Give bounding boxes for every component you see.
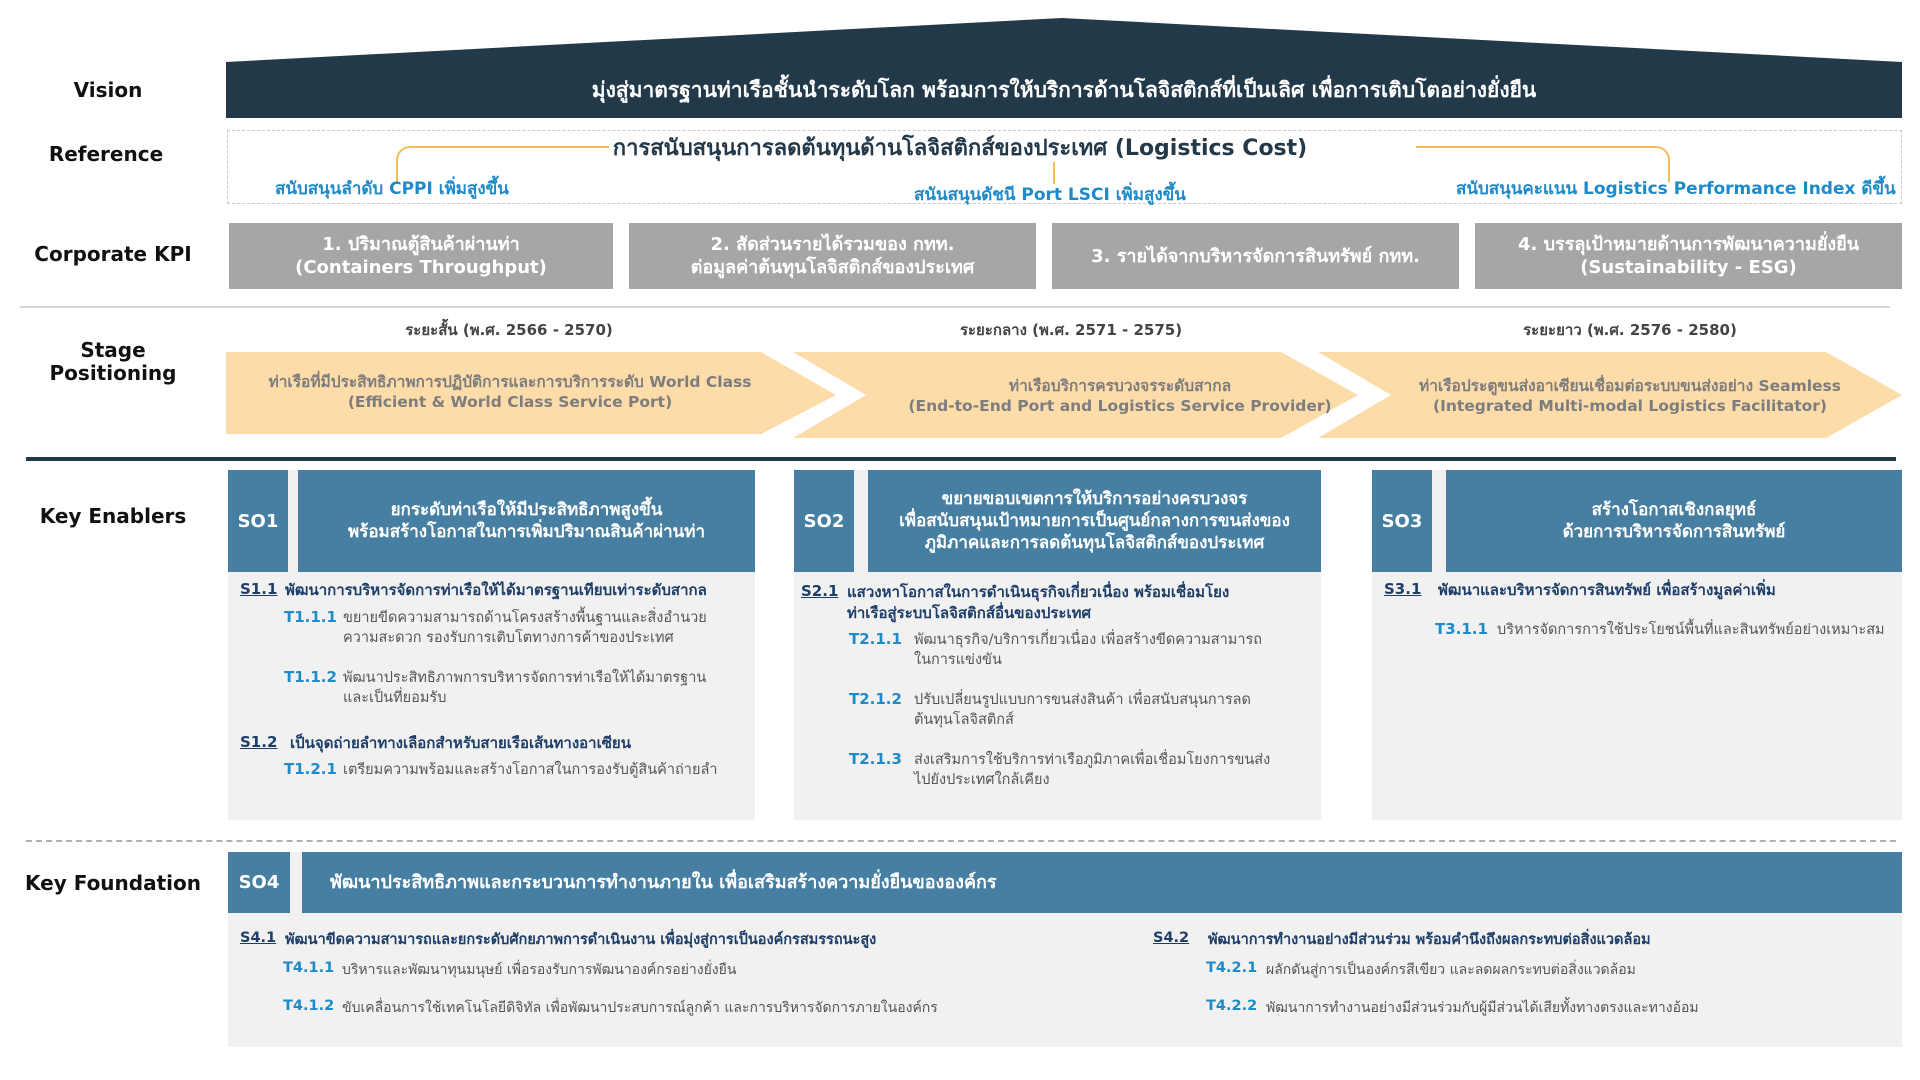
- so2-title: [868, 470, 1321, 572]
- s3-1-text: พัฒนาและบริหารจัดการสินทรัพย์ เพื่อสร้างมูลค่าเพิ่ม: [1438, 581, 1776, 599]
- t4-1-2-code: T4.1.2: [283, 998, 335, 1014]
- s4-1-code[interactable]: S4.1: [240, 930, 277, 946]
- reference-cppi: สนับสนุนลำดับ CPPI เพิ่มสูงขึ้น: [275, 179, 509, 199]
- kpi-4-line2: (Sustainability - ESG): [1580, 257, 1797, 278]
- stage-2-text: [860, 376, 1380, 416]
- t1-2-1-code: T1.2.1: [284, 760, 337, 778]
- stage-3-text: [1390, 376, 1870, 416]
- t2-1-2-line2: ต้นทุนโลจิสติกส์: [914, 712, 1014, 728]
- t2-1-1-line1: พัฒนาธุรกิจ/บริการเกี่ยวเนื่อง เพื่อสร้างขีดความสามารถ: [914, 632, 1263, 648]
- kpi-card-4: [1475, 223, 1902, 289]
- t2-1-3-line2: ไปยังประเทศใกล้เคียง: [914, 772, 1050, 788]
- label-key-foundation: Key Foundation: [25, 871, 201, 895]
- stage-1-period: ระยะสั้น (พ.ศ. 2566 - 2570): [405, 321, 613, 339]
- kpi-3-line1: 3. รายได้จากบริหารจัดการสินทรัพย์ กทท.: [1091, 245, 1420, 267]
- kpi-card-2: [629, 223, 1036, 289]
- so3-title-line1: สร้างโอกาสเชิงกลยุทธ์: [1591, 500, 1757, 520]
- so2-title-line2: เพื่อสนับสนุนเป้าหมายการเป็นศูนย์กลางการขนส่งของ: [899, 511, 1290, 531]
- stage-2-line1: ท่าเรือบริการครบวงจรระดับสากล: [1008, 377, 1232, 395]
- s2-1-text: [847, 582, 1229, 624]
- kpi-2-line2: ต่อมูลค่าต้นทุนโลจิสติกส์ของประเทศ: [690, 257, 975, 278]
- so1-title-line1: ยกระดับท่าเรือให้มีประสิทธิภาพสูงขึ้น: [390, 500, 663, 520]
- stage-1-line1: ท่าเรือที่มีประสิทธิภาพการปฏิบัติการและการบริการระดับ World Class: [268, 373, 752, 391]
- so1-title: [298, 470, 755, 572]
- t4-1-1-text: บริหารและพัฒนาทุนมนุษย์ เพื่อรองรับการพัฒนาองค์กรอย่างยั่งยืน: [342, 962, 737, 978]
- t2-1-2-line1: ปรับเปลี่ยนรูปแบบการขนส่งสินค้า เพื่อสนับสนุนการลด: [914, 692, 1251, 708]
- t1-2-1-text: เตรียมความพร้อมและสร้างโอกาสในการองรับตู้สินค้าถ่ายลำ: [343, 762, 718, 778]
- s1-2-text: เป็นจุดถ่ายลำทางเลือกสำหรับสายเรือเส้นทางอาเซียน: [290, 734, 631, 752]
- s4-2-text: พัฒนาการทำงานอย่างมีส่วนร่วม พร้อมคำนึงถึงผลกระทบต่อสิ่งแวดล้อม: [1208, 932, 1651, 948]
- reference-lpi: สนับสนุนคะแนน Logistics Performance Index ดีขึ้น: [1456, 179, 1896, 199]
- t3-1-1-code: T3.1.1: [1435, 620, 1488, 638]
- t1-1-2-line1: พัฒนาประสิทธิภาพการบริหารจัดการท่าเรือให้ได้มาตรฐาน: [343, 670, 707, 686]
- so1-code: SO1: [228, 470, 288, 572]
- s2-1-code[interactable]: S2.1: [801, 582, 839, 600]
- s2-1-line1: แสวงหาโอกาสในการดำเนินธุรกิจเกี่ยวเนื่อง พร้อมเชื่อมโยง: [847, 583, 1230, 601]
- stage-3-period: ระยะยาว (พ.ศ. 2576 - 2580): [1523, 321, 1737, 339]
- s1-1-code[interactable]: S1.1: [240, 580, 278, 598]
- stage-1-line2: (Efficient & World Class Service Port): [347, 393, 673, 411]
- t1-1-1-text: [343, 608, 707, 648]
- t4-1-2-text: ขับเคลื่อนการใช้เทคโนโลยีดิจิทัล เพื่อพัฒนาประสบการณ์ลูกค้า และการบริหารจัดการภายในองค์กร: [342, 1000, 938, 1016]
- s2-1-line2: ท่าเรือสู่ระบบโลจิสติกส์อื่นของประเทศ: [847, 604, 1092, 622]
- t3-1-1-text: บริหารจัดการการใช้ประโยชน์พื้นที่และสินทรัพย์อย่างเหมาะสม: [1497, 622, 1885, 638]
- label-vision: Vision: [73, 78, 143, 102]
- divider-foundation: [26, 840, 1896, 842]
- label-key-enablers: Key Enablers: [39, 504, 187, 528]
- t1-1-2-text: [343, 668, 706, 708]
- vision-text: มุ่งสู่มาตรฐานท่าเรือชั้นนำระดับโลก พร้อมการให้บริการด้านโลจิสติกส์ที่เป็นเลิศ เพื่อการเติบโตอย่างยั่งยืน: [591, 77, 1537, 102]
- so4-code: SO4: [228, 852, 290, 913]
- label-reference: Reference: [48, 142, 164, 166]
- label-corporate-kpi: Corporate KPI: [34, 242, 192, 266]
- s3-1-code[interactable]: S3.1: [1384, 580, 1422, 598]
- so1-title-line2: พร้อมสร้างโอกาสในการเพิ่มปริมาณสินค้าผ่านท่า: [347, 522, 706, 542]
- t2-1-2-code: T2.1.2: [849, 690, 902, 708]
- so2-title-line3: ภูมิภาคและการลดต้นทุนโลจิสติกส์ของประเทศ: [924, 533, 1265, 553]
- stage-2-period: ระยะกลาง (พ.ศ. 2571 - 2575): [959, 321, 1183, 339]
- t4-2-2-code: T4.2.2: [1206, 998, 1258, 1014]
- s4-2-code[interactable]: S4.2: [1153, 930, 1190, 946]
- s4-1-text: พัฒนาขีดความสามารถและยกระดับศักยภาพการดำเนินงาน เพื่อมุ่งสู่การเป็นองค์กรสมรรถนะสูง: [285, 932, 877, 948]
- label-stage: Stage: [80, 338, 146, 362]
- t2-1-1-code: T2.1.1: [849, 630, 902, 648]
- t2-1-3-code: T2.1.3: [849, 750, 902, 768]
- reference-title-text: การสนับสนุนการลดต้นทุนด้านโลจิสติกส์ของประเทศ (Logistics Cost): [609, 136, 1311, 161]
- t2-1-3-text: [914, 750, 1270, 790]
- so3-code: SO3: [1372, 470, 1432, 572]
- reference-title: [0, 130, 1920, 165]
- t1-1-1-line2: ความสะดวก รองรับการเติบโตทางการค้าของประเทศ: [343, 630, 674, 646]
- t4-2-1-code: T4.2.1: [1206, 960, 1258, 976]
- s1-2-code[interactable]: S1.2: [240, 733, 278, 751]
- stage-1-text: [240, 372, 780, 412]
- kpi-card-1: [229, 223, 613, 289]
- t2-1-1-line2: ในการแข่งขัน: [914, 652, 1002, 668]
- kpi-1-line2: (Containers Throughput): [295, 257, 547, 278]
- t1-1-2-line2: และเป็นที่ยอมรับ: [343, 690, 447, 706]
- t2-1-3-line1: ส่งเสริมการใช้บริการท่าเรือภูมิภาคเพื่อเชื่อมโยงการขนส่ง: [914, 752, 1271, 768]
- so3-title: [1446, 470, 1902, 572]
- stage-3-line1: ท่าเรือประตูขนส่งอาเซียนเชื่อมต่อระบบขนส่งอย่าง Seamless: [1418, 377, 1842, 395]
- t2-1-1-text: [914, 630, 1262, 670]
- kpi-2-line1: 2. สัดส่วนรายได้รวมของ กทท.: [710, 234, 955, 255]
- kpi-card-3: [1052, 223, 1459, 289]
- so2-code: SO2: [794, 470, 854, 572]
- divider-enablers: [26, 457, 1896, 461]
- so2-title-line1: ขยายขอบเขตการให้บริการอย่างครบวงจร: [941, 489, 1248, 509]
- so3-title-line2: ด้วยการบริหารจัดการสินทรัพย์: [1562, 522, 1786, 542]
- t4-1-1-code: T4.1.1: [283, 960, 335, 976]
- kpi-1-line1: 1. ปริมาณตู้สินค้าผ่านท่า: [322, 234, 520, 255]
- reference-lsci: สนันสนุนดัชนี Port LSCI เพิ่มสูงขึ้น: [914, 185, 1186, 205]
- so4-title: พัฒนาประสิทธิภาพและกระบวนการทำงานภายใน เพื่อเสริมสร้างความยั่งยืนขององค์กร: [302, 852, 1902, 913]
- t1-1-2-code: T1.1.2: [284, 668, 337, 686]
- s1-1-text: พัฒนาการบริหารจัดการท่าเรือให้ได้มาตรฐานเทียบเท่าระดับสากล: [285, 581, 707, 599]
- label-positioning: Positioning: [49, 361, 177, 385]
- t1-1-1-line1: ขยายขีดความสามารถด้านโครงสร้างพื้นฐานและสิ่งอำนวย: [343, 610, 707, 626]
- stage-2-line2: (End-to-End Port and Logistics Service Provider): [908, 397, 1332, 415]
- t4-2-1-text: ผลักดันสู่การเป็นองค์กรสีเขียว และลดผลกระทบต่อสิ่งแวดล้อม: [1266, 962, 1636, 978]
- divider-kpi: [20, 306, 1890, 308]
- t4-2-2-text: พัฒนาการทำงานอย่างมีส่วนร่วมกับผู้มีส่วนได้เสียทั้งทางตรงและทางอ้อม: [1266, 1000, 1699, 1016]
- stage-3-line2: (Integrated Multi-modal Logistics Facilitator): [1432, 397, 1828, 415]
- t2-1-2-text: [914, 690, 1251, 730]
- kpi-4-line1: 4. บรรลุเป้าหมายด้านการพัฒนาความยั่งยืน: [1517, 234, 1860, 255]
- t1-1-1-code: T1.1.1: [284, 608, 337, 626]
